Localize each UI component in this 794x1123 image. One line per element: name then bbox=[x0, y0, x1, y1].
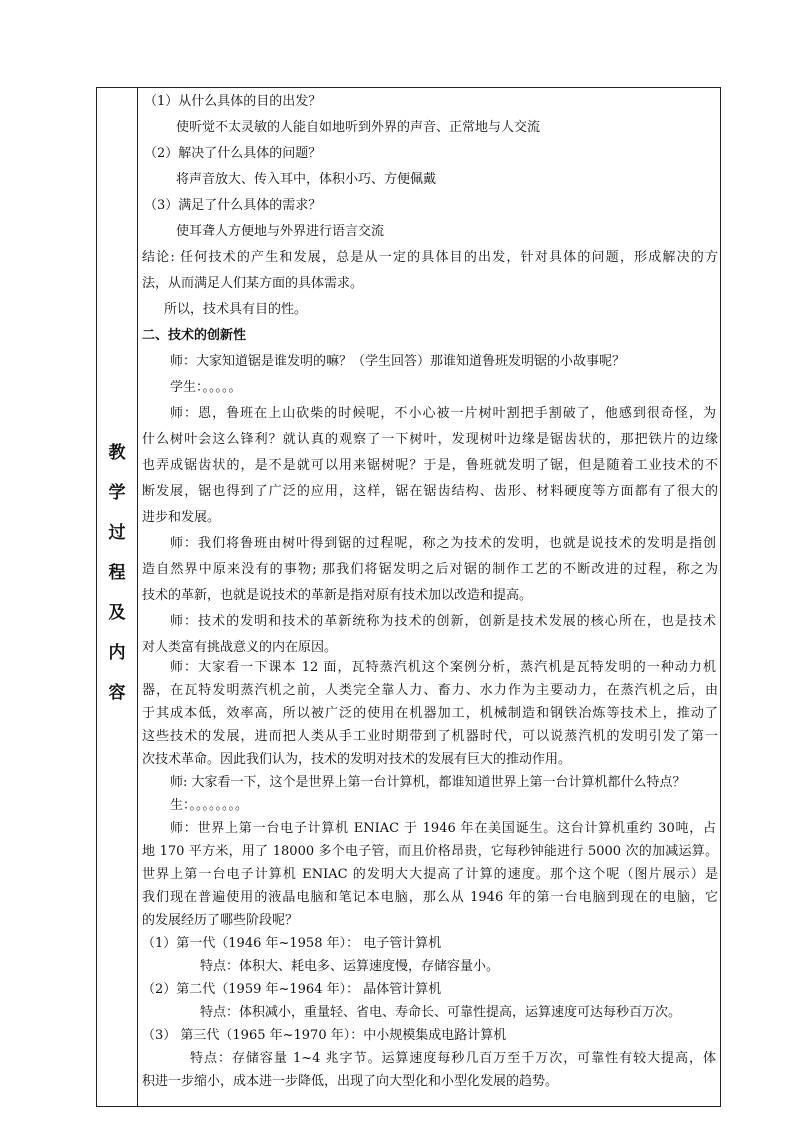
column-divider bbox=[137, 88, 138, 1106]
paragraph-line: 世界上第一台电子计算机 ENIAC 的发明大大提高了计算的速度。那个这个呢（图片展示）是 bbox=[142, 867, 718, 882]
summary-text: 所以，技术具有目的性。 bbox=[164, 302, 308, 317]
generation-feature: 特点：存储容量 1~4 兆字节。运算速度每秒几百万至千万次，可靠性有较大提高，体 bbox=[190, 1051, 716, 1066]
section-label-char: 教 bbox=[108, 443, 126, 463]
paragraph-line: 师：技术的发明和技术的革新统称为技术的创新，创新是技术发展的核心所在，也是技术 bbox=[170, 614, 716, 629]
generation-feature: 特点：体积减小，重量轻、省电、寿命长、可靠性提高，运算速度可达每秒百万次。 bbox=[200, 1005, 682, 1020]
paragraph-line: 也弄成锯齿状的，是不是就可以用来锯树呢？于是，鲁班就发明了锯，但是随着工业技术的不 bbox=[142, 458, 718, 473]
paragraph-line: 的发展经历了哪些阶段呢？ bbox=[142, 913, 299, 928]
question-3: （3）满足了什么具体的需求？ bbox=[144, 198, 322, 213]
answer-1: 使听觉不太灵敏的人能自如地听到外界的声音、正常地与人交流 bbox=[176, 120, 541, 135]
paragraph-line: 我们现在普遍使用的液晶电脑和笔记本电脑，那么从 1946 年的第一台电脑到现在的电脑，它 bbox=[142, 890, 718, 905]
paragraph-line: 师: 大家看一下，这个是世界上第一台计算机，都谁知道世界上第一台计算机都什么特点？ bbox=[170, 775, 686, 790]
generation-feature: 积进一步缩小，成本进一步降低，出现了向大型化和小型化发展的趋势。 bbox=[142, 1074, 559, 1089]
generation-heading: （2）第二代（1959 年~1964 年）： 晶体管计算机 bbox=[142, 982, 442, 997]
paragraph-line: 学生：。。。。。 bbox=[170, 380, 242, 395]
section-heading: 二、技术的创新性 bbox=[142, 328, 247, 343]
paragraph-line: 进步和发展。 bbox=[142, 510, 221, 525]
generation-heading: （1）第一代（1946 年~1958 年）： 电子管计算机 bbox=[142, 936, 442, 951]
answer-3: 使耳聋人方便地与外界进行语言交流 bbox=[176, 224, 385, 239]
paragraph-line: 对人类富有挑战意义的内在原因。 bbox=[142, 640, 338, 655]
section-label-char: 学 bbox=[108, 483, 126, 503]
section-label-char: 容 bbox=[108, 683, 126, 703]
paragraph-line: 师：我们将鲁班由树叶得到锯的过程呢，称之为技术的发明，也就是说技术的发明是指创 bbox=[170, 536, 716, 551]
paragraph-line: 这些技术的发展，进而把人类从手工业时期带到了机器时代，可以说蒸汽机的发明引发了第一 bbox=[142, 729, 718, 744]
paragraph-line: 师：恩，鲁班在上山砍柴的时候呢，不小心被一片树叶割把手割破了，他感到很奇怪，为 bbox=[170, 406, 716, 421]
paragraph-line: 地 170 平方米，用了 18000 多个电子管，而且价格昂贵，它每秒钟能进行 5000 次的加减运算。 bbox=[142, 844, 718, 859]
section-label-char: 过 bbox=[108, 523, 126, 543]
generation-heading: （3） 第三代（1965 年~1970 年）：中小规模集成电路计算机 bbox=[142, 1028, 507, 1043]
paragraph-line: 师：大家知道锯是谁发明的嘛？（学生回答）那谁知道鲁班发明锯的小故事呢？ bbox=[170, 354, 626, 369]
section-label-char: 程 bbox=[108, 563, 126, 583]
section-label-char: 及 bbox=[108, 603, 126, 623]
conclusion-text: 结论: 任何技术的产生和发展，总是从一定的具体目的出发，针对具体的问题，形成解决的方 bbox=[142, 250, 718, 265]
question-2: （2）解决了什么具体的问题？ bbox=[144, 146, 322, 161]
section-label-column bbox=[97, 88, 137, 1106]
paragraph-line: 什么树叶会这么锋利？就认真的观察了一下树叶，发现树叶边缘是锯齿状的，那把铁片的边缘 bbox=[142, 432, 718, 447]
paragraph-line: 断发展，锯也得到了广泛的应用，这样，锯在锯齿结构、齿形、材料硬度等方面都有了很大的 bbox=[142, 484, 718, 499]
paragraph-line: 技术的革新，也就是说技术的革新是指对原有技术加以改造和提高。 bbox=[142, 588, 533, 603]
paragraph-line: 师：大家看一下课本 12 面，瓦特蒸汽机这个案例分析，蒸汽机是瓦特发明的一种动力机 bbox=[170, 660, 716, 675]
paragraph-line: 器，在瓦特发明蒸汽机之前，人类完全靠人力、畜力、水力作为主要动力，在蒸汽机之后，由 bbox=[142, 683, 718, 698]
paragraph-line: 次技术革命。因此我们认为，技术的发明对技术的发展有巨大的推动作用。 bbox=[142, 752, 572, 767]
question-1: （1）从什么具体的目的出发？ bbox=[144, 94, 322, 109]
generation-feature: 特点：体积大、耗电多、运算速度慢，存储容量小。 bbox=[200, 959, 500, 974]
conclusion-text: 法，从而满足人们某方面的具体需求。 bbox=[142, 276, 364, 291]
paragraph-line: 生：。。。。。。。。 bbox=[170, 798, 249, 813]
paragraph-line: 于其成本低，效率高，所以被广泛的使用在机器加工，机械制造和钢铁冶炼等技术上，推动了 bbox=[142, 706, 718, 721]
paragraph-line: 造自然界中原来没有的事物; 那我们将锯发明之后对锯的制作工艺的不断改进的过程，称之为 bbox=[142, 562, 718, 577]
paragraph-line: 师：世界上第一台电子计算机 ENIAC 于 1946 年在美国诞生。这台计算机重约 30吨，占 bbox=[170, 821, 716, 836]
section-label-char: 内 bbox=[108, 643, 126, 663]
answer-2: 将声音放大、传入耳中，体积小巧、方便佩戴 bbox=[176, 172, 437, 187]
